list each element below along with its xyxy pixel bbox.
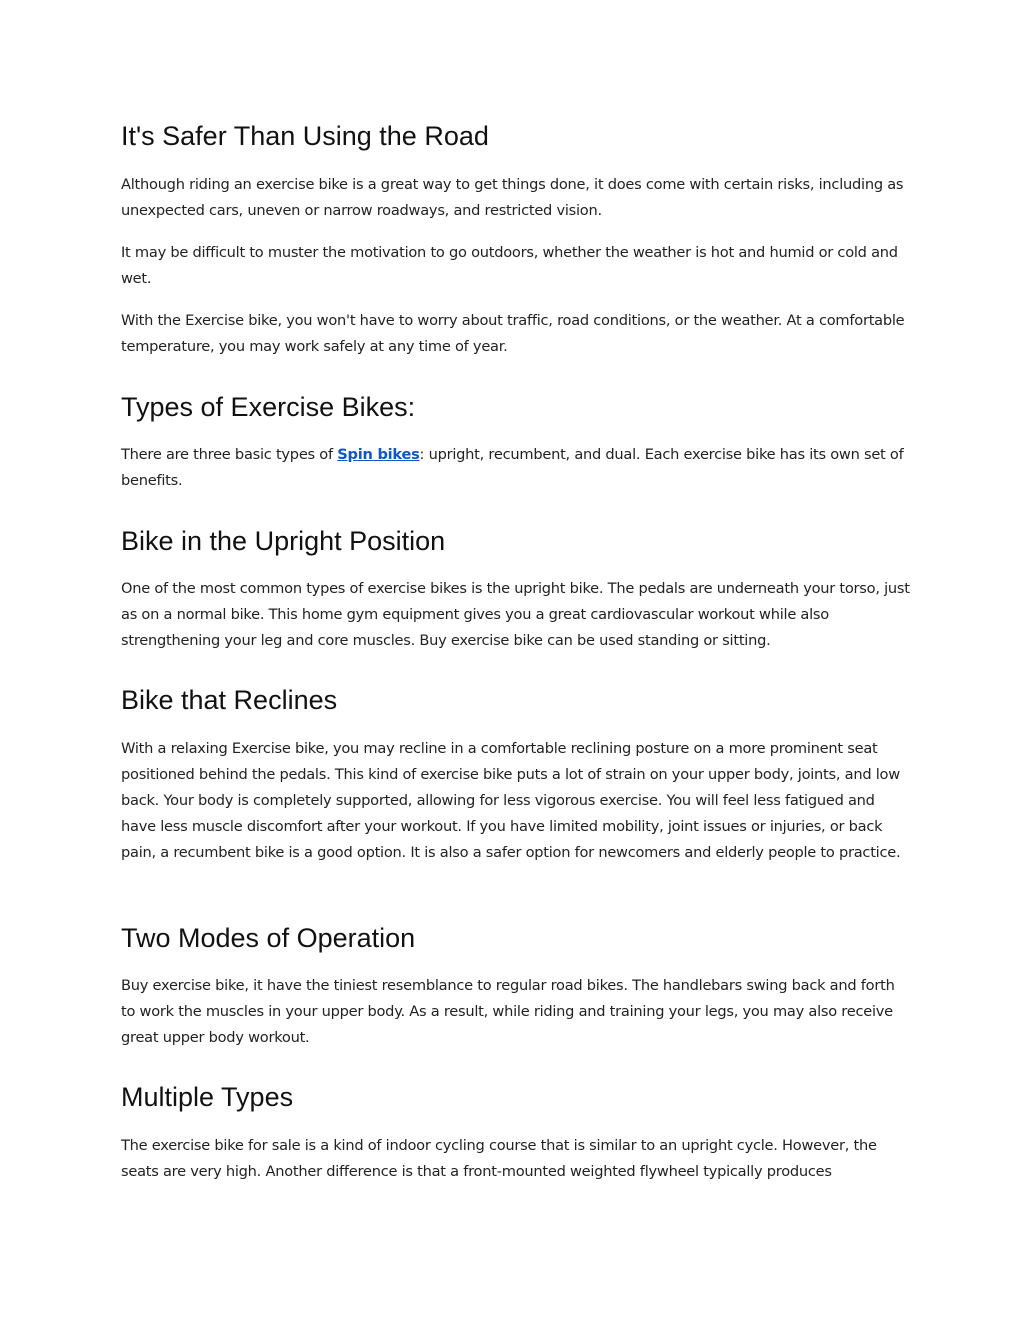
- heading-upright-position: Bike in the Upright Position: [121, 526, 446, 556]
- heading-multiple-types: Multiple Types: [121, 1082, 294, 1112]
- heading-reclines: Bike that Reclines: [121, 685, 338, 715]
- paragraph-types-intro: [121, 442, 911, 494]
- spin-bikes-link[interactable]: Spin bikes: [337, 446, 420, 463]
- heading-types-of-bikes: Types of Exercise Bikes:: [121, 392, 416, 422]
- paragraph-dual: Buy exercise bike, it have the tiniest resemblance to regular road bikes. The handlebars swing back and forth to work the muscles in your upper body. As a result, while riding and training your legs, you may also receive great upper body workout.: [121, 977, 895, 1046]
- types-intro-before: There are three basic types of: [121, 446, 338, 463]
- paragraph-upright: One of the most common types of exercise bikes is the upright bike. The pedals are underneath your torso, just as on a normal bike. This home gym equipment gives you a great cardiovascular workout while also strengthening your leg and core muscles. Buy exercise bike can be used standing or sitting.: [121, 580, 910, 649]
- paragraph-risks: Although riding an exercise bike is a great way to get things done, it does come with certain risks, including as unexpected cars, uneven or narrow roadways, and restricted vision.: [121, 176, 904, 219]
- types-intro-after: : upright, recumbent, and dual. Each exercise bike has its own set of benefits.: [121, 446, 904, 489]
- paragraph-no-worry: With the Exercise bike, you won't have to worry about traffic, road conditions, or the weather. At a comfortable temperature, you may work safely at any time of year.: [121, 312, 905, 355]
- heading-two-modes: Two Modes of Operation: [121, 923, 416, 953]
- paragraph-multiple-types: The exercise bike for sale is a kind of indoor cycling course that is similar to an upright cycle. However, the seats are very high. Another difference is that a front-mounted weighted flywheel typically produces: [121, 1137, 877, 1180]
- heading-safer-than-road: It's Safer Than Using the Road: [121, 121, 489, 151]
- paragraph-recumbent: With a relaxing Exercise bike, you may recline in a comfortable reclining posture on a more prominent seat positioned behind the pedals. This kind of exercise bike puts a lot of strain on your upper body, joints, and low back. Your body is completely supported, allowing for less vigorous exercise. You will feel less fatigued and have less muscle discomfort after your workout. If you have limited mobility, joint issues or injuries, or back pain, a recumbent bike is a good option. It is also a safer option for newcomers and elderly people to practice.: [121, 740, 901, 861]
- paragraph-motivation: It may be difficult to muster the motivation to go outdoors, whether the weather is hot and humid or cold and wet.: [121, 244, 898, 287]
